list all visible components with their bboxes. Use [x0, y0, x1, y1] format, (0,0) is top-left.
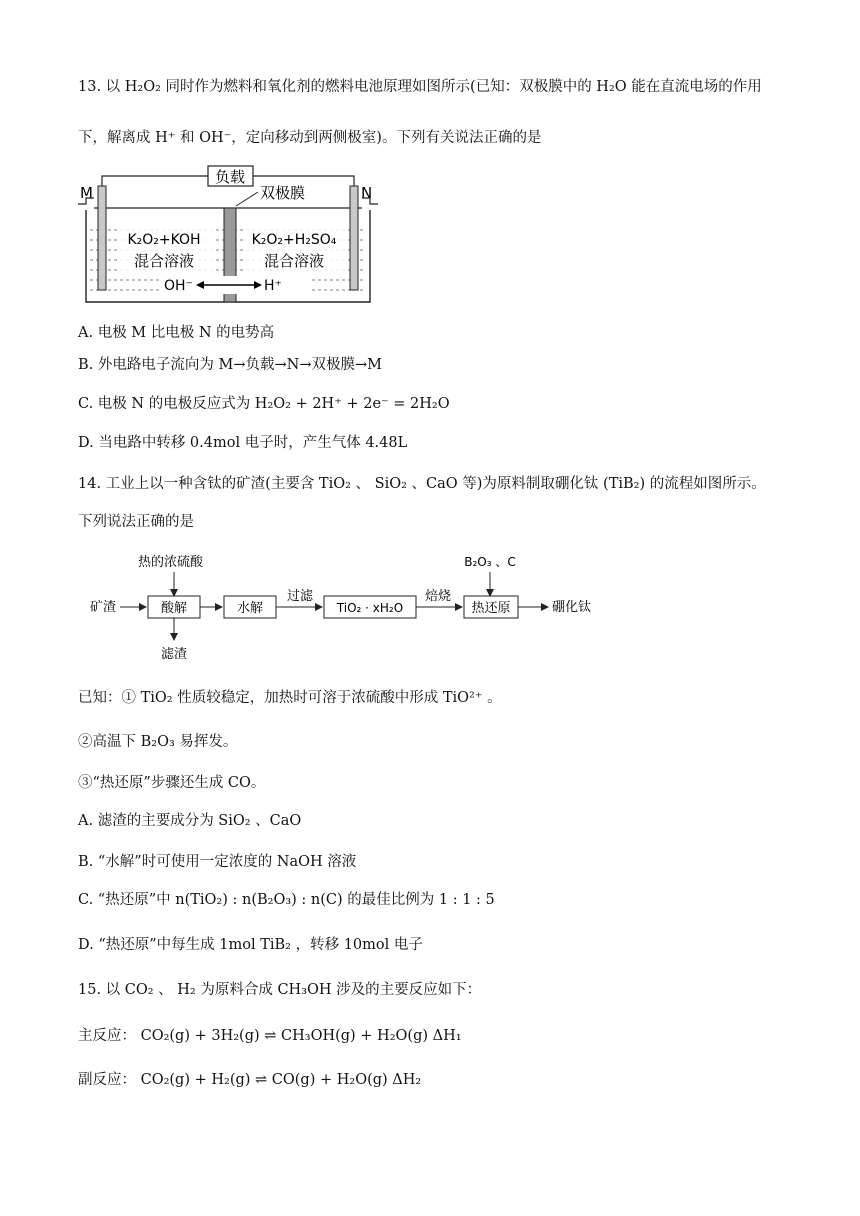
- right-solution-line1: K₂O₂+H₂SO₄: [251, 232, 337, 248]
- load-label: 负载: [214, 168, 246, 186]
- q15-main-reaction: 主反应： CO₂(g) + 3H₂(g) ⇌ CH₃OH(g) + H₂O(g) ΔH₁: [78, 1028, 462, 1044]
- fuel-cell-diagram: [78, 160, 398, 308]
- process-flow-diagram: [78, 548, 618, 666]
- step-hydrolysis-label: 水解: [236, 601, 264, 616]
- q13-option-c: C. 电极 N 的电极反应式为 H₂O₂ + 2H⁺ + 2e⁻ = 2H₂O: [78, 396, 450, 412]
- q14-option-a: A. 滤渣的主要成分为 SiO₂ 、CaO: [78, 813, 302, 829]
- q15-stem-line1: 15. 以 CO₂ 、 H₂ 为原料合成 CH₃OH 涉及的主要反应如下：: [78, 982, 482, 998]
- left-solution-line2: 混合溶液: [133, 252, 195, 270]
- left-solution-line1: K₂O₂+KOH: [127, 232, 201, 248]
- filter-label: 过滤: [286, 589, 314, 604]
- electrode-m: [98, 186, 106, 290]
- electrode-n: [350, 186, 358, 290]
- step-reduction-label: 热还原: [471, 601, 511, 616]
- right-solution-line2: 混合溶液: [263, 252, 325, 270]
- product-label: TiO₂ · xH₂O: [336, 601, 404, 615]
- q13-option-a: A. 电极 M 比电极 N 的电势高: [78, 325, 275, 341]
- reagents-label: B₂O₃ 、C: [464, 555, 516, 569]
- oh-ion-label: OH⁻: [164, 278, 193, 294]
- q13-stem-line2: 下，解离成 H⁺ 和 OH⁻，定向移动到两侧极室)。下列有关说法正确的是: [78, 130, 542, 146]
- final-product-label: 硼化钛: [552, 600, 592, 615]
- q15-side-reaction: 副反应： CO₂(g) + H₂(g) ⇌ CO(g) + H₂O(g) ΔH₂: [78, 1072, 422, 1088]
- q14-option-b: B. “水解”时可使用一定浓度的 NaOH 溶液: [78, 854, 357, 870]
- calcine-label: 焙烧: [424, 589, 452, 604]
- residue-label: 滤渣: [160, 647, 188, 662]
- q14-known-2: ②高温下 B₂O₃ 易挥发。: [78, 734, 238, 750]
- q13-option-b: B. 外电路电子流向为 M→负载→N→双极膜→M: [78, 357, 382, 373]
- ore-label: 矿渣: [90, 600, 117, 615]
- q14-option-d: D. “热还原”中每生成 1mol TiB₂ ，转移 10mol 电子: [78, 937, 423, 953]
- q14-known-1: 已知：① TiO₂ 性质较稳定，加热时可溶于浓硫酸中形成 TiO²⁺ 。: [78, 690, 502, 706]
- q14-option-c: C. “热还原”中 n(TiO₂) : n(B₂O₃) : n(C) 的最佳比例为 1 : 1 : 5: [78, 892, 495, 908]
- electrode-m-label: M: [80, 184, 93, 202]
- electrode-n-label: N: [361, 184, 373, 202]
- h-ion-label: H⁺: [264, 278, 282, 294]
- step-acid-label: 酸解: [160, 601, 188, 616]
- input-top-label: 热的浓硫酸: [138, 555, 204, 570]
- q14-known-3: ③“热还原”步骤还生成 CO。: [78, 775, 266, 791]
- membrane-label: 双极膜: [260, 184, 306, 202]
- q14-stem-line2: 下列说法正确的是: [78, 514, 194, 530]
- q13-option-d: D. 当电路中转移 0.4mol 电子时，产生气体 4.48L: [78, 435, 408, 451]
- q13-stem-line1: 13. 以 H₂O₂ 同时作为燃料和氧化剂的燃料电池原理如图所示(已知：双极膜中的 H₂O 能在直流电场的作用: [78, 79, 762, 95]
- q14-stem-line1: 14. 工业上以一种含钛的矿渣(主要含 TiO₂ 、 SiO₂ 、CaO 等)为原料制取硼化钛 (TiB₂) 的流程如图所示。: [78, 476, 766, 492]
